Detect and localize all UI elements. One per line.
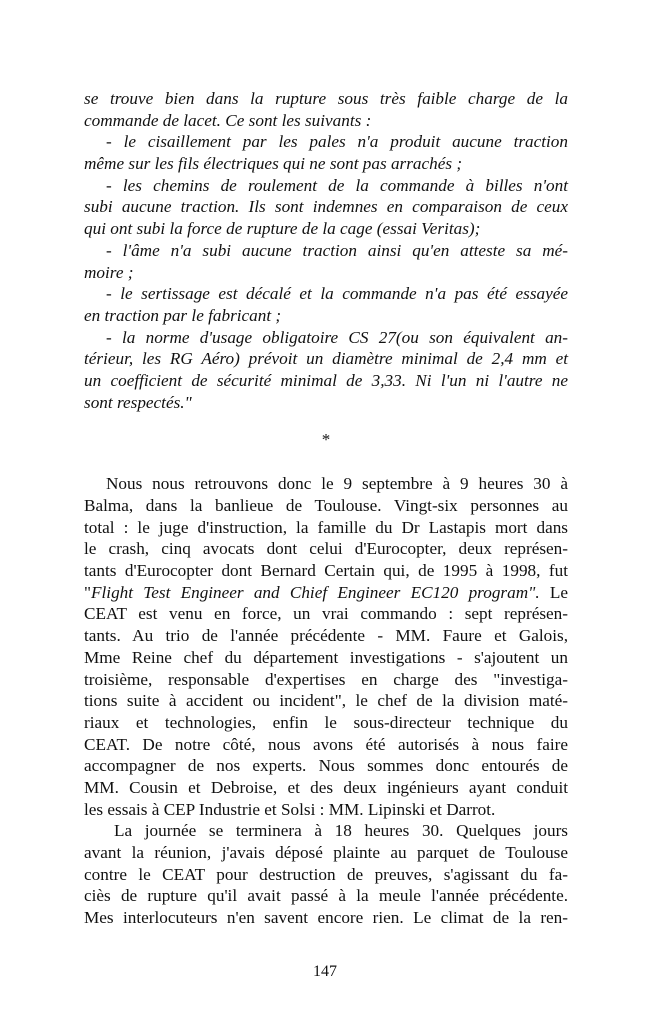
text-line: CEAT est venu en force, un vrai commando : sept représen- — [84, 604, 568, 624]
text-line: térieur, les RG Aéro) prévoit un diamètre minimal de 2,4 mm et — [84, 349, 568, 369]
text-line: en traction par le fabricant ; — [84, 305, 282, 325]
text-line: tants. Au trio de l'année précédente - MM. Faure et Galois, — [84, 626, 568, 646]
text-fragment: " — [84, 582, 92, 602]
text-line: subi aucune traction. Ils sont indemnes en comparaison de ceux — [84, 197, 568, 217]
text-line: ciès de rupture qu'il avait passé à la meule l'année précédente. — [84, 886, 568, 906]
text-line: riaux et technologies, enfin le sous-directeur technique du — [84, 712, 568, 732]
paragraph-meeting — [84, 473, 568, 820]
text-line: - le cisaillement par les pales n'a produit aucune traction — [106, 132, 568, 152]
text-line: contre le CEAT pour destruction de preuves, s'agissant du fa- — [84, 864, 568, 884]
paragraph-day-summary — [84, 820, 568, 928]
section-separator: * — [321, 430, 331, 450]
text-line: se trouve bien dans la rupture sous très faible charge de la — [84, 89, 568, 108]
text-line: total : le juge d'instruction, la famille du Dr Lastapis mort dans — [84, 517, 568, 537]
text-line: qui ont subi la force de rupture de la cage (essai Veritas); — [84, 219, 481, 239]
page-number: 147 — [313, 963, 337, 980]
text-line: tants d'Eurocopter dont Bernard Certain qui, de 1995 à 1998, fut — [84, 561, 568, 581]
text-line: MM. Cousin et Debroise, et des deux ingénieurs ayant conduit — [84, 777, 568, 797]
page-body — [84, 88, 568, 929]
text-line: CEAT. De notre côté, nous avons été autorisés à nous faire — [84, 734, 568, 754]
text-line: un coefficient de sécurité minimal de 3,33. Ni l'un ni l'autre ne — [84, 370, 568, 390]
text-line: - le sertissage est décalé et la commande n'a pas été essayée — [106, 284, 568, 304]
text-line: sont respectés." — [84, 392, 192, 412]
text-line: Nous nous retrouvons donc le 9 septembre à 9 heures 30 à — [106, 474, 568, 494]
text-line: - les chemins de roulement de la commande à billes n'ont — [106, 175, 568, 195]
text-line: La journée se terminera à 18 heures 30. Quelques jours — [114, 821, 568, 841]
text-fragment: Le — [539, 582, 568, 602]
text-line: accompagner de nos experts. Nous sommes donc entourés de — [84, 756, 568, 776]
text-line: Mme Reine chef du département investigations - s'ajoutent un — [84, 647, 568, 667]
text-line: Mes interlocuteurs n'en savent encore rien. Le climat de la ren- — [84, 908, 568, 928]
quoted-findings-block — [84, 88, 568, 413]
italic-job-title: Flight Test Engineer and Chief Engineer EC120 program". — [91, 582, 540, 602]
text-line: - l'âme n'a subi aucune traction ainsi qu'en atteste sa mé- — [106, 240, 568, 260]
text-line: tions suite à accident ou incident", le chef de la division maté- — [84, 691, 568, 711]
text-line-mixed — [84, 582, 568, 604]
text-line: troisième, responsable d'expertises en charge des "investiga- — [84, 669, 568, 689]
text-line: commande de lacet. Ce sont les suivants : — [84, 110, 372, 130]
text-line: avant la réunion, j'avais déposé plainte au parquet de Toulouse — [84, 843, 568, 862]
text-line: moire ; — [84, 262, 134, 282]
text-line: - la norme d'usage obligatoire CS 27(ou son équivalent an- — [106, 327, 568, 347]
text-line: même sur les fils électriques qui ne sont pas arrachés ; — [84, 154, 463, 174]
text-line: le crash, cinq avocats dont celui d'Eurocopter, deux représen- — [84, 539, 568, 559]
text-line: Balma, dans la banlieue de Toulouse. Vingt-six personnes au — [84, 496, 568, 515]
text-line: les essais à CEP Industrie et Solsi : MM. Lipinski et Darrot. — [84, 799, 496, 819]
